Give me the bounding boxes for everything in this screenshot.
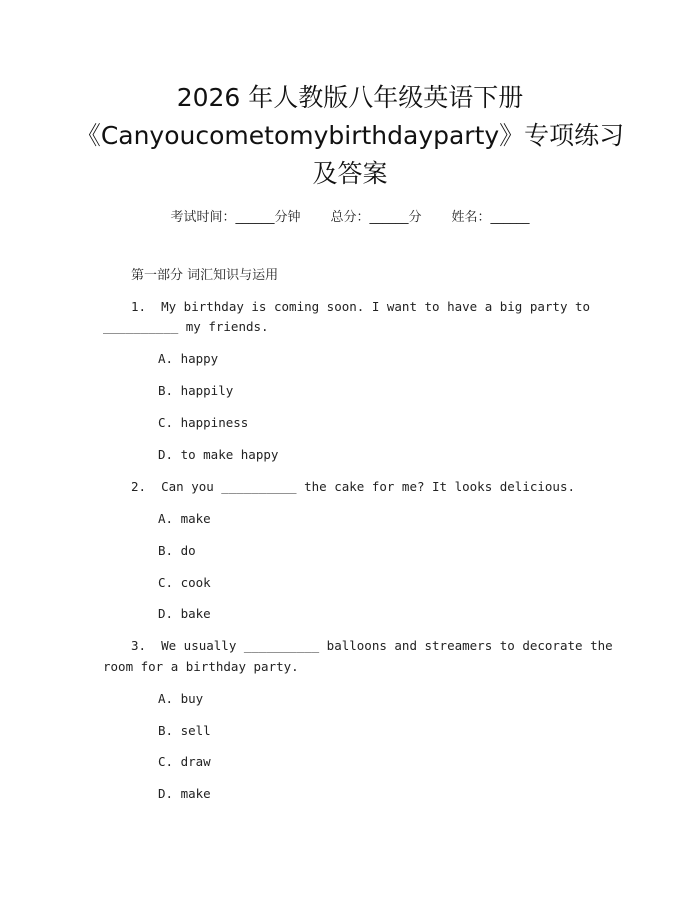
question-1-option-c: C. happiness bbox=[158, 415, 249, 430]
exam-meta bbox=[0, 206, 700, 225]
question-2-option-c: C. cook bbox=[158, 575, 211, 590]
question-2-option-b: B. do bbox=[158, 543, 196, 558]
student-name: 姓名：______ bbox=[451, 210, 530, 225]
question-3-line-1: 3. We usually __________ balloons and streamers to decorate the bbox=[131, 638, 613, 653]
question-1-line-1: 1. My birthday is coming soon. I want to have a big party to bbox=[131, 299, 591, 314]
question-2-line-1: 2. Can you __________ the cake for me? It looks delicious. bbox=[131, 479, 576, 494]
section-heading: 第一部分 词汇知识与运用 bbox=[131, 268, 279, 283]
question-1-line-2: __________ my friends. bbox=[103, 319, 269, 334]
doc-title-line-1: 2026 年人教版八年级英语下册 bbox=[176, 83, 524, 112]
question-3-option-a: A. buy bbox=[158, 691, 204, 706]
question-1-option-b: B. happily bbox=[158, 383, 234, 398]
question-2-option-d: D. bake bbox=[158, 606, 211, 621]
question-1-option-d: D. to make happy bbox=[158, 447, 279, 462]
question-3-line-2: room for a birthday party. bbox=[103, 659, 299, 674]
doc-title-line-2: 《Canyoucometomybirthdayparty》专项练习 bbox=[75, 121, 625, 150]
question-2-option-a: A. make bbox=[158, 511, 211, 526]
question-3-option-b: B. sell bbox=[158, 723, 211, 738]
question-1-option-a: A. happy bbox=[158, 351, 219, 366]
question-3-option-c: C. draw bbox=[158, 754, 211, 769]
doc-title-line-3: 及答案 bbox=[312, 159, 388, 188]
exam-time: 考试时间：______分钟 bbox=[170, 210, 301, 225]
exam-score: 总分：______分 bbox=[330, 210, 422, 225]
question-3-option-d: D. make bbox=[158, 786, 211, 801]
